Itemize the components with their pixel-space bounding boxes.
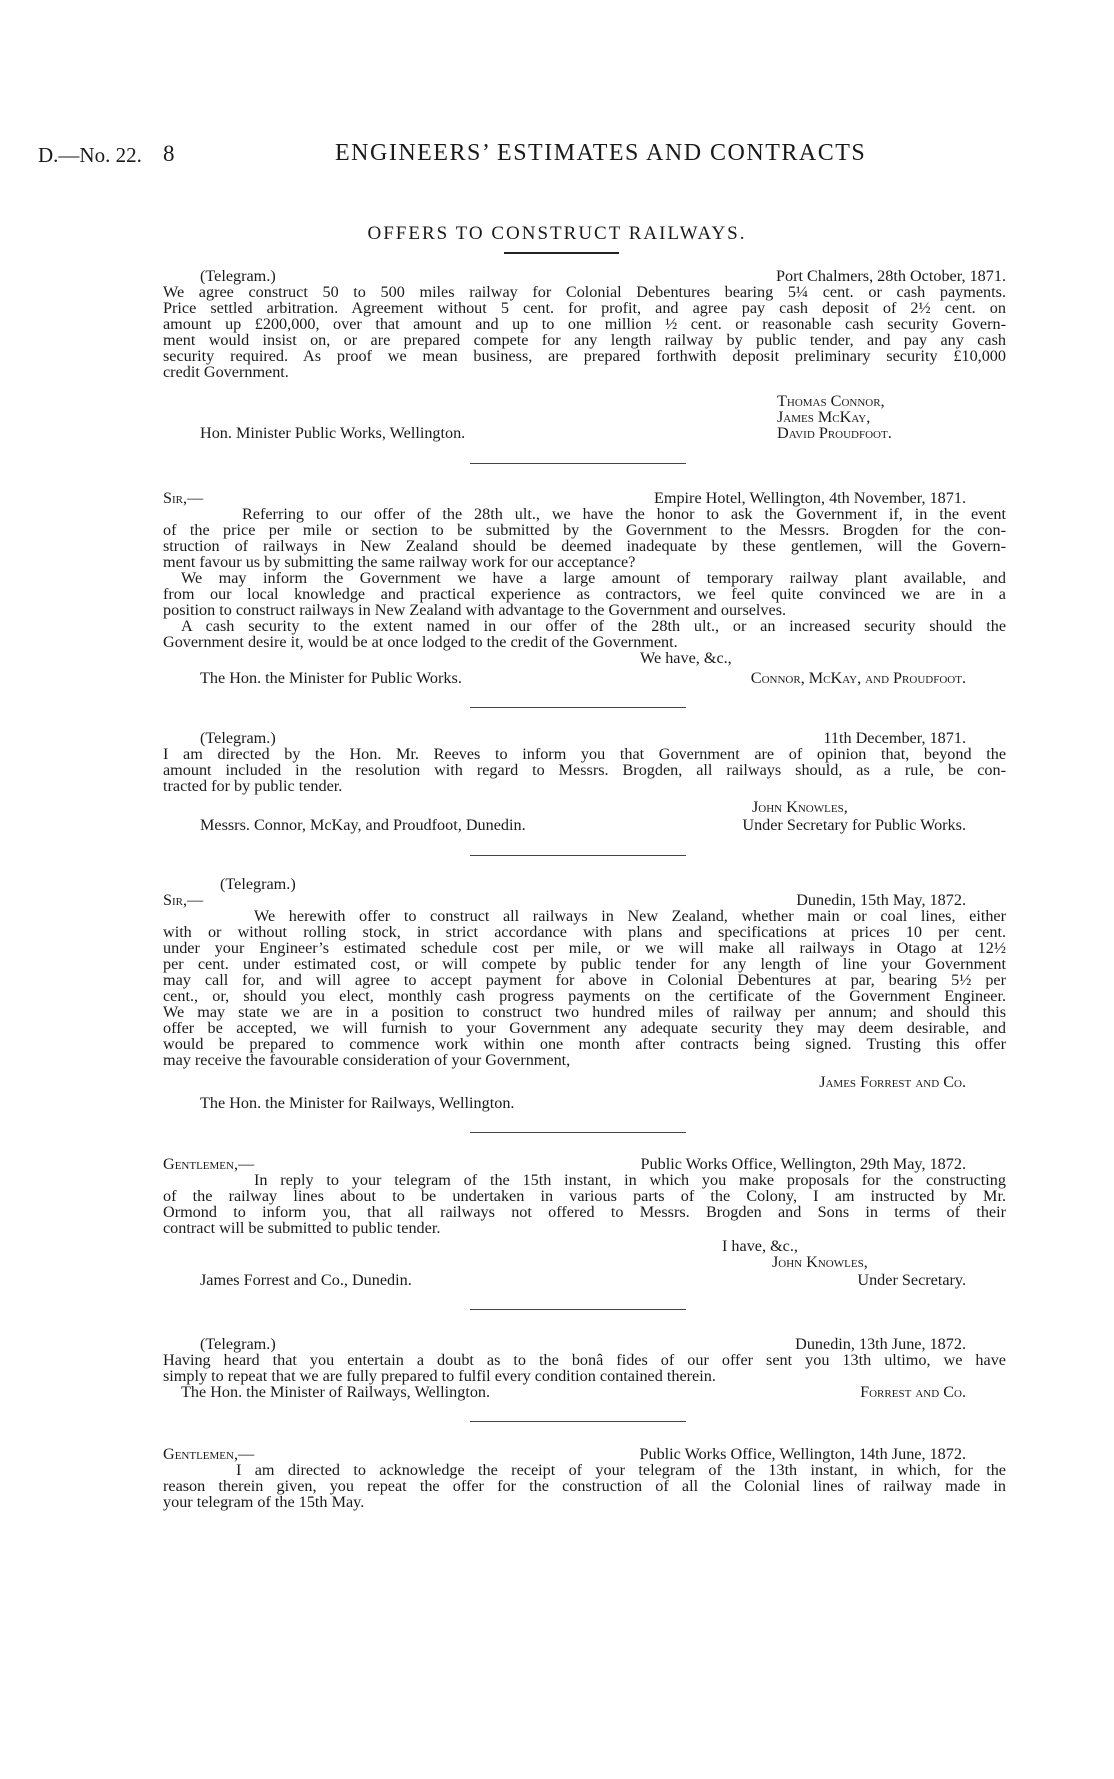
addressee: Hon. Minister Public Works, Wellington. <box>200 424 466 442</box>
signature: John Knowles, <box>752 798 848 816</box>
addressee: The Hon. the Minister for Railways, Wellington. <box>200 1094 515 1112</box>
body-line: Ormond to inform you, that all railways not offered to Messrs. Brogden and Sons in terms of their <box>163 1203 1006 1221</box>
dateline: Public Works Office, Wellington, 29th May, 1872. <box>640 1155 966 1173</box>
body-line: struction of railways in New Zealand should be deemed inadequate by these gentlemen, will the Govern- <box>163 537 1006 555</box>
addressee: The Hon. the Minister for Public Works. <box>200 669 462 687</box>
body-line: may receive the favourable consideration of your Government, <box>163 1051 571 1069</box>
signature: Connor, McKay, and Proudfoot. <box>750 669 966 687</box>
body-line: Having heard that you entertain a doubt as to the bonâ fides of our offer sent you 13th ultimo, we have <box>163 1351 1006 1369</box>
body-line: offer be accepted, we will furnish to your Government any adequate security they may deem desirable, and <box>163 1019 1006 1037</box>
body-line: of the railway lines about to be undertaken in various parts of the Colony, I am instructed by Mr. <box>163 1187 1006 1205</box>
separator-rule <box>470 707 686 708</box>
salutation: Gentlemen,— <box>163 1155 255 1173</box>
telegram-label: (Telegram.) <box>200 729 276 747</box>
separator-rule <box>470 463 686 464</box>
body-line: security required. As proof we mean business, are prepared forthwith deposit preliminary security £10,000 <box>163 347 1006 365</box>
dateline: Dunedin, 13th June, 1872. <box>795 1335 966 1353</box>
section-title-underline <box>504 252 619 254</box>
body-line: amount included in the resolution with regard to Messrs. Brogden, all railways should, as a rule, be con- <box>163 761 1006 779</box>
running-title: ENGINEERS’ ESTIMATES AND CONTRACTS <box>335 140 867 166</box>
telegram-label: (Telegram.) <box>220 875 296 893</box>
body-line: I am directed to acknowledge the receipt of your telegram of the 13th instant, in which, for the <box>236 1461 1006 1479</box>
signature: Forrest and Co. <box>860 1383 966 1401</box>
salutation: Sir,— <box>163 891 204 909</box>
dateline: Port Chalmers, 28th October, 1871. <box>776 267 1006 285</box>
body-line: In reply to your telegram of the 15th instant, in which you make proposals for the constructing <box>254 1171 1006 1189</box>
page-number: 8 <box>163 141 175 166</box>
separator-rule <box>470 1421 686 1422</box>
body-line: We may state we are in a position to construct two hundred miles of railway per annum; and should this <box>163 1003 1006 1021</box>
telegram-label: (Telegram.) <box>200 267 276 285</box>
body-line: tracted for by public tender. <box>163 777 343 795</box>
body-line: per cent. under estimated cost, or will compete by public tender for any length of line your Government <box>163 955 1006 973</box>
separator-rule <box>470 1132 686 1133</box>
closing: We have, &c., <box>640 649 732 667</box>
body-line: Price settled arbitration. Agreement without 5 cent. for profit, and agree pay cash deposit of 2½ cent. on <box>163 299 1006 317</box>
body-line: with or without rolling stock, in strict accordance with plans and specifications at prices 10 per cent. <box>163 923 1006 941</box>
addressee: James Forrest and Co., Dunedin. <box>200 1271 412 1289</box>
signatory: Thomas Connor, <box>777 392 885 410</box>
separator-rule <box>470 1309 686 1310</box>
body-line: would be prepared to commence work within one month after contracts being signed. Trusting this offer <box>163 1035 1006 1053</box>
salutation: Sir,— <box>163 489 204 507</box>
dateline: 11th December, 1871. <box>823 729 966 747</box>
body-line: reason therein given, you repeat the offer for the construction of all the Colonial lines of railway made in <box>163 1477 1006 1495</box>
addressee: The Hon. the Minister of Railways, Wellington. <box>181 1383 491 1401</box>
body-line: We agree construct 50 to 500 miles railway for Colonial Debentures bearing 5¼ cent. or cash payments. <box>163 283 1006 301</box>
body-line: Referring to our offer of the 28th ult., we have the honor to ask the Government if, in the event <box>242 505 1006 523</box>
dateline: Empire Hotel, Wellington, 4th November, 1871. <box>653 489 966 507</box>
dateline: Public Works Office, Wellington, 14th June, 1872. <box>639 1445 966 1463</box>
body-line: may call for, and will agree to accept payment for above in Colonial Debentures at par, bearing 5½ per <box>163 971 1006 989</box>
body-line: simply to repeat that we are fully prepared to fulfil every condition contained therein. <box>163 1367 716 1385</box>
body-line: contract will be submitted to public tender. <box>163 1219 441 1237</box>
signature: James Forrest and Co. <box>819 1073 966 1091</box>
body-line: your telegram of the 15th May. <box>163 1493 365 1511</box>
body-line: of the price per mile or section to be submitted by the Government to the Messrs. Brogden for the con- <box>163 521 1006 539</box>
signature-title: Under Secretary. <box>857 1271 966 1289</box>
body-line: amount up £200,000, over that amount and up to one million ½ cent. or reasonable cash security Govern- <box>163 315 1006 333</box>
dateline: Dunedin, 15th May, 1872. <box>796 891 966 909</box>
body-line: from our local knowledge and practical experience as contractors, we feel quite convinced we are in a <box>163 585 1006 603</box>
body-line: ment would insist on, or are prepared compete for any length railway by public tender, and pay any cash <box>163 331 1006 349</box>
signatory: David Proudfoot. <box>777 424 892 442</box>
separator-rule <box>470 855 686 856</box>
section-title: OFFERS TO CONSTRUCT RAILWAYS. <box>367 223 747 244</box>
telegram-label: (Telegram.) <box>200 1335 276 1353</box>
signature: John Knowles, <box>772 1253 868 1271</box>
body-line: cent., or, should you elect, monthly cash progress payments on the certificate of the Government Engineer. <box>163 987 1006 1005</box>
body-line: Government desire it, would be at once lodged to the credit of the Government. <box>163 633 678 651</box>
signature-title: Under Secretary for Public Works. <box>742 816 966 834</box>
salutation: Gentlemen,— <box>163 1445 255 1463</box>
body-line: We herewith offer to construct all railways in New Zealand, whether main or coal lines, either <box>254 907 1006 925</box>
signatory: James McKay, <box>777 408 871 426</box>
body-line: A cash security to the extent named in our offer of the 28th ult., or an increased security should the <box>181 617 1006 635</box>
body-line: position to construct railways in New Zealand with advantage to the Government and ourselves. <box>163 601 787 619</box>
addressee: Messrs. Connor, McKay, and Proudfoot, Dunedin. <box>200 816 526 834</box>
document-code: D.—No. 22. <box>38 143 142 167</box>
body-line: credit Government. <box>163 363 289 381</box>
body-line: I am directed by the Hon. Mr. Reeves to inform you that Government are of opinion that, beyond the <box>163 745 1006 763</box>
closing: I have, &c., <box>722 1237 798 1255</box>
body-line: ment favour us by submitting the same railway work for our acceptance? <box>163 553 636 571</box>
body-line: under your Engineer’s estimated schedule cost per mile, or we will make all railways in Otago at 12½ <box>163 939 1006 957</box>
body-line: We may inform the Government we have a large amount of temporary railway plant available, and <box>181 569 1006 587</box>
